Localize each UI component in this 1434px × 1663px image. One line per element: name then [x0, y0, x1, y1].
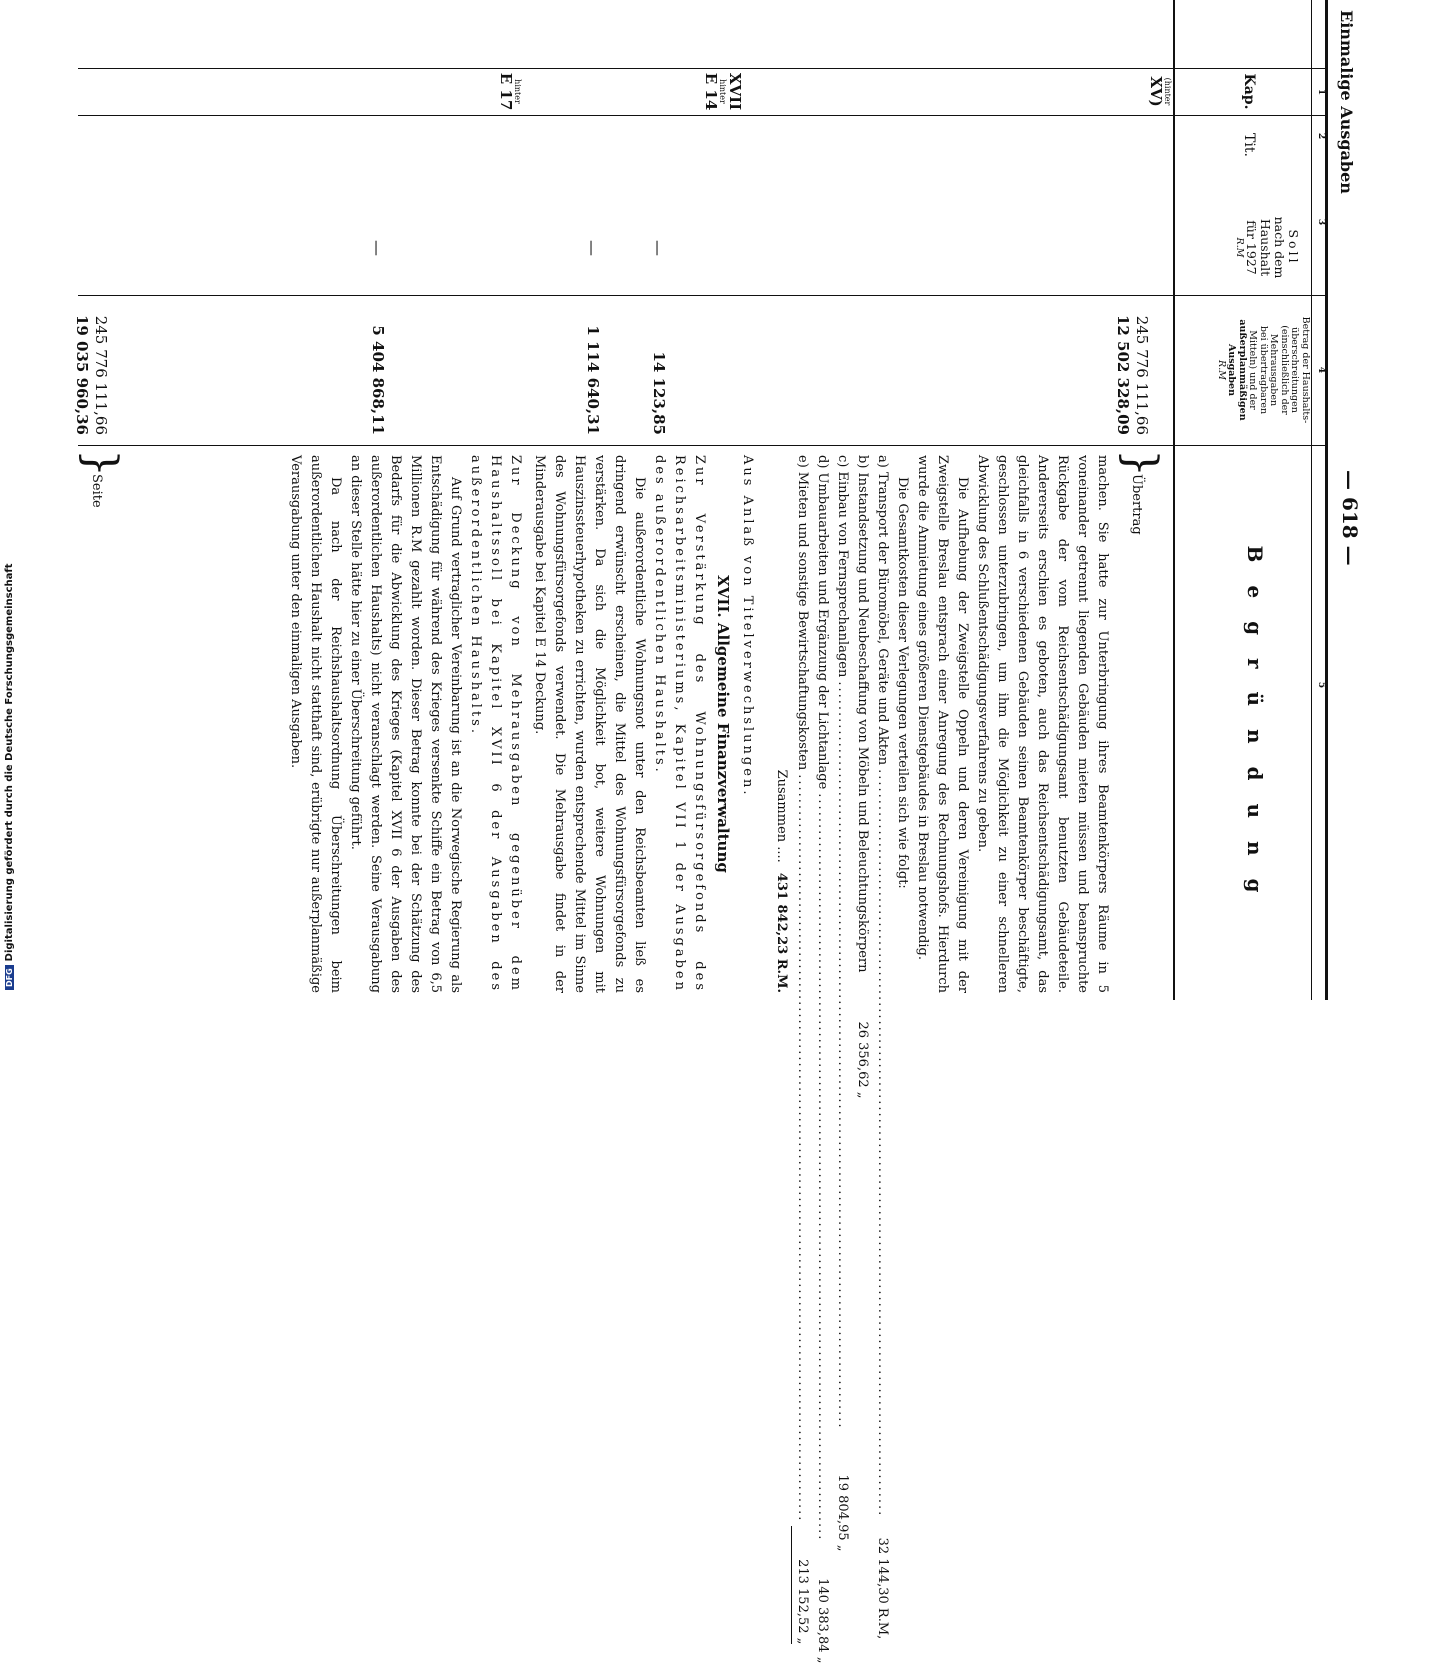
- table-top-rule: [1325, 0, 1328, 1000]
- cost-item-e: e) Mieten und sonstige Bewirtschaftungskosten ..... 213 152,52 „: [791, 455, 812, 993]
- amount-kapitel-xvii: 1 114 640,31: [584, 325, 602, 435]
- label-seite: Seite: [89, 474, 104, 508]
- paragraph-4: Zur Verstärkung des Wohnungsfürsorgefonds des Reichsarbeitsministeriums, Kapitel VII 1 der Ausgaben des außerordentlichen Haushalts.: [652, 455, 707, 993]
- amount-titelverwechslung: 14 123,85: [650, 351, 668, 435]
- paragraph-6: Zur Deckung von Mehrausgaben gegenüber dem Haushaltssoll bei Kapitel XVII 6 der Ausgaben des außerordentlichen Haushalts.: [468, 455, 523, 993]
- kapitel-marker-xv: (hinter XV): [1147, 76, 1172, 107]
- cost-item-c: c) Einbau von Fernsprechanlagen ..... 19 804,95 „: [832, 455, 852, 993]
- amount-e17: 5 404 868,11: [369, 325, 387, 435]
- paragraph-7: Auf Grund vertraglicher Vereinbarung ist an die Norwegische Regierung als Entschädigung für während des Krieges versenkte Schiffe ein Betrag von 6,5 Millionen R.M gezahlt worden. Dieser Betrag konnte bei der Schätzung des Bedarfs für die Abwicklung des Krieges (Kapitel XVII 6 der Ausgaben des außerordentlichen Haushalts) nicht veranschlagt werden. Seine Verausgabung an dieser Stelle hätte hier zu einer Überschreitung geführt.: [348, 455, 463, 993]
- amount-seite-1: 245 776 111,66: [92, 315, 110, 435]
- section-heading-xvii: XVII. Allgemeine Finanzverwaltung: [714, 575, 732, 873]
- column-number-1: 1: [1316, 88, 1326, 96]
- kapitel-marker-e17: hinter E 17: [497, 72, 522, 111]
- soll-dash-3: —: [368, 240, 387, 256]
- kapitel-marker-xvii: XVII hinter E 14: [702, 72, 744, 111]
- cost-total: Zusammen .... 431 842,23 R.M.: [774, 769, 789, 993]
- brace-uebertrag: }: [1115, 449, 1166, 477]
- cost-item-b: b) Instandsetzung und Neubeschaffung von Möbeln und Beleuchtungskörpern 26 356,62 „: [855, 455, 870, 1099]
- column-number-2: 2: [1316, 132, 1326, 140]
- paragraph-1: machen. Sie hatte zur Unterbringung ihres Beamtenkörpers Räume in 5 voneinander getrennt liegenden Gebäuden mieten müssen und beanspruchte Rückgabe der vom Reichsentschädigungsamt benutzten Gebäudeteile. Andererseits erschien es geboten, auch das Reichsentschädigungsamt, das gleichfalls in 6 verschiedenen Gebäuden seinen Beamtenkörper beschäftigte, geschlossen unterzubringen, um ihm die Möglichkeit zu einer schnelleren Abwicklung des Schlußentschädigungsverfahrens zu geben.: [975, 455, 1110, 993]
- col-divider-2: [78, 115, 1328, 116]
- dfg-credit-text: Digitalisierung gefördert durch die Deutsche Forschungsgemeinschaft: [4, 563, 15, 962]
- column-number-4: 4: [1316, 366, 1326, 374]
- rotated-page-content: [70, 0, 1370, 1663]
- section-title-einmalige-ausgaben: Einmalige Ausgaben: [1337, 10, 1356, 194]
- paragraph-5: Die außerordentliche Wohnungsnot unter den Reichsbeamten ließ es dringend erwünscht erscheinen, die Mittel des Wohnungsfürsorgefonds zu verstärken. Da sich die Möglichkeit bot, weitere Wohnungen mit Hauszinssteuerhypotheken zu errichten, wurden entsprechende Mittel im Sinne des Wohnungsfürsorgefonds verwendet. Die Mehrausgabe findet in der Minderausgabe bei Kapitel E 14 Deckung.: [532, 455, 647, 993]
- paragraph-3: Die Gesamtkosten dieser Verlegungen verteilen sich wie folgt:: [895, 477, 910, 889]
- col-divider-4: [78, 445, 1328, 446]
- amount-uebertrag-2: 12 502 328,09: [1114, 314, 1132, 435]
- begruendung-body: [285, 455, 1112, 1663]
- header-soll: Soll nach dem Haushalt für 1927 R.M: [1234, 216, 1301, 279]
- col-divider-3: [78, 295, 1328, 296]
- dfg-credit: [4, 563, 15, 990]
- colnum-rule: [1311, 0, 1312, 1000]
- header-betrag: Betrag der Haushalts- überschreitungen (einschließlich der Mehrausgaben bei übertragbaren Mitteln) und der außerplanmäßigen Ausgaben R.M: [1216, 316, 1311, 424]
- cost-item-a: a) Transport der Büromöbel, Geräte und Akten ..... 32 144,30 R.M,: [872, 455, 892, 993]
- header-tit: Tit.: [1241, 133, 1257, 157]
- soll-dash-2: —: [583, 240, 602, 256]
- paragraph-2: Die Aufhebung der Zweigstelle Oppeln und deren Vereinigung mit der Zweigstelle Breslau entsprach einer Anregung des Rechnungshofs. Hierdurch wurde die Anmietung eines größeren Dienstgebäudes in Breslau notwendig.: [915, 455, 970, 993]
- paragraph-8: Da nach der Reichshaushaltsordnung Überschreitungen beim außerordentlichen Haushalt nicht statthaft sind, erübrigte nur außerplanmäßige Verausgabung unter den einmaligen Ausgaben.: [288, 455, 343, 993]
- amount-seite-2: 19 035 960,36: [73, 314, 91, 435]
- header-begruendung: B e g r ü n d u n g: [1243, 545, 1267, 901]
- titelverwechslung-note: Aus Anlaß von Titelverwechslungen.: [740, 455, 755, 798]
- brace-seite: }: [75, 449, 126, 477]
- header-kap: Kap.: [1241, 73, 1257, 110]
- amount-uebertrag-1: 245 776 111,66: [1133, 315, 1151, 435]
- column-number-3: 3: [1316, 218, 1326, 226]
- label-uebertrag: Übertrag: [1129, 474, 1144, 535]
- cost-item-d: d) Umbauarbeiten und Ergänzung der Lichtanlage ..... 140 383,84 „: [812, 455, 832, 993]
- header-bottom-rule: [1173, 0, 1175, 1000]
- column-number-5: 5: [1316, 681, 1326, 689]
- dfg-logo: DFG: [5, 965, 14, 990]
- page-number: — 618 —: [1338, 470, 1362, 566]
- soll-dash-1: —: [649, 240, 668, 256]
